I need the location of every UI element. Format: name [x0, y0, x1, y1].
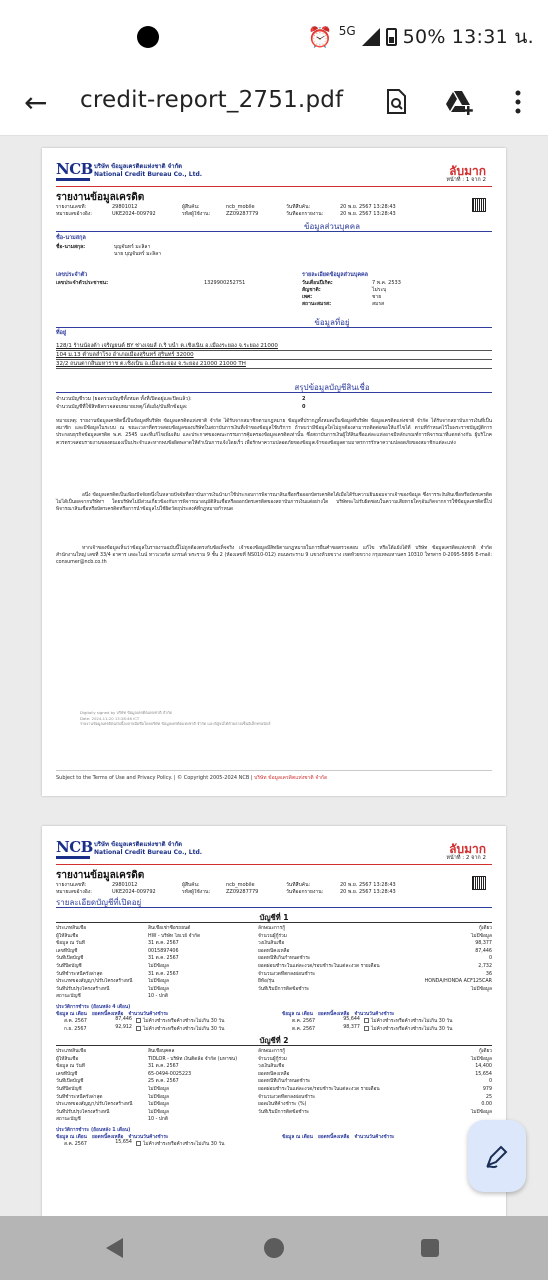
name-header: ชื่อ-นามสกุล	[56, 235, 86, 241]
clock: 13:31 น.	[451, 26, 534, 48]
account-detail-row	[56, 986, 492, 994]
pay-row	[64, 1025, 224, 1033]
ncb-logo: NCB	[56, 840, 90, 858]
report-meta	[56, 204, 456, 218]
status-checkbox	[136, 1026, 141, 1031]
sex-label: เพศ:	[302, 294, 313, 300]
account-detail-row	[56, 1063, 492, 1071]
summary-label-dispute: จำนวนบัญชีที่ใช้สิทธิตรวจสอบหมายเหตุ/โต้แย้ง/บันทึกข้อมูล:	[56, 404, 188, 410]
detail-value: ไม่มีข้อมูล	[471, 1109, 492, 1115]
pay-row	[292, 1025, 452, 1033]
org-name	[94, 163, 202, 179]
footer-text: Subject to the Terms of Use and Privacy Policy. | © Copyright 2005-2024 NCB |	[56, 775, 253, 781]
detail-value: 0	[488, 956, 492, 962]
meta-value: 20 พ.ย. 2567 13:28:43	[340, 204, 396, 210]
detail-label: จำนวนงวดที่ตกลงผ่อนชำระ	[258, 1094, 316, 1100]
org-name-th: บริษัท ข้อมูลเครดิตแห่งชาติ จำกัด	[94, 163, 183, 170]
section-divider	[56, 907, 492, 908]
detail-value: 10 - ปกติ	[148, 1117, 168, 1123]
pay-month: ส.ค. 2567	[64, 1142, 87, 1147]
status-checkbox	[136, 1141, 141, 1146]
meta-value: 20 พ.ย. 2567 13:28:43	[340, 211, 396, 217]
status-checkbox	[136, 1018, 141, 1023]
pay-col-balance: ยอดหนี้คงเหลือ	[317, 1012, 350, 1017]
personal-section-title: ข้อมูลส่วนบุคคล	[304, 222, 360, 231]
meta-label: หมายเลขอ้างอิง:	[56, 211, 92, 217]
account-detail-row	[56, 1094, 492, 1102]
detail-value	[382, 993, 492, 1001]
detail-value: กู้เดี่ยว	[478, 1049, 492, 1054]
page-header	[56, 840, 492, 862]
battery-icon	[386, 28, 397, 46]
pay-month: ก.ย. 2567	[64, 1027, 87, 1032]
nationality-label: สัญชาติ:	[302, 287, 321, 293]
sex-value: ชาย	[372, 294, 382, 300]
meta-label: วันที่สืบค้น:	[286, 204, 311, 210]
pay-month: ต.ค. 2567	[292, 1027, 316, 1032]
id-value: 1329900252751	[204, 280, 246, 286]
detail-label: วันที่เปิดบัญชี	[56, 1079, 84, 1085]
detail-label: ยอดผ่อนชำระในแต่ละงวด/รอบชำระในแต่ละงวด รายเดือน	[258, 1086, 380, 1092]
detail-value: 87,446	[475, 948, 492, 954]
detail-label: วงเงินสินเชื่อ	[258, 1064, 285, 1070]
detail-value: 14,400	[475, 1064, 492, 1070]
pay-col-month: ข้อมูล ณ เดือน	[56, 1135, 87, 1140]
pay-balance: 92,912	[115, 1025, 132, 1030]
nav-recents-icon[interactable]	[421, 1239, 439, 1257]
detail-label: เลขที่บัญชี	[56, 948, 78, 954]
detail-value: 65-0494-0025223	[148, 1071, 192, 1077]
page-number: หน้าที่ : 1 จาก 2	[446, 177, 486, 183]
meta-value: UKE2024-009792	[112, 889, 156, 895]
account-detail-row	[56, 978, 492, 986]
detail-label: ประเภทของสัญญา/ปรับโครงสร้างหนี้	[56, 979, 133, 985]
account-detail-row	[56, 1056, 492, 1064]
detail-value: 31 ต.ค. 2567	[148, 971, 179, 977]
meta-label: หมายเลขอ้างอิง:	[56, 889, 92, 895]
detail-label: ยอดหนี้ที่เกินกำหนดชำระ	[258, 956, 311, 962]
page-footer	[56, 770, 492, 782]
org-name-en: National Credit Bureau Co., Ltd.	[94, 171, 203, 178]
detail-label: วันที่เริ่มมีการติดข้อชำระ	[258, 1109, 310, 1115]
pay-status: ไม่ค้างชำระหรือค้างชำระไม่เกิน 30 วัน	[143, 1142, 225, 1147]
detail-label: ประเภทสินเชื่อ	[56, 1049, 87, 1054]
signature-line: Date: 2024-11-20 13:28:46 ICT	[80, 715, 140, 721]
detail-label: วันที่ปรับปรุงโครงสร้างหนี้	[56, 986, 110, 992]
disclaimer-paragraph-2: อนึ่ง ข้อมูลเครดิตเป็นเพียงปัจจัยหนึ่งในหลายปัจจัยที่สถาบันการเงินนำมาใช้ประกอบการพิจารณาสินเชื่อหรือออกบัตรเครดิตได้เมื่อได้รับความยินยอมจากเจ้าของข้อมูล ซึ่งการระงับสินเชื่อหรือบัตรเครดิตไม่ได้เป็นผลจากบริษัทฯ โดยบริษัทไม่มีส่วนเกี่ยวข้องกับการพิจารณาอนุมัติสินเชื่อหรือออกบัตรเครดิตของสถาบันการเงินแต่อย่างใด บริษัทจะไม่รับผิดชอบในความเสียหายใดๆอันเกิดจากการใช้ข้อมูลเครดิตนี้ไปพิจารณาสินเชื่อหรือบัตรเครดิตหรือการนำข้อมูลไปใช้ผิดวัตถุประสงค์ที่กฎหมายกำหนด	[56, 493, 492, 513]
summary-section-title: สรุปข้อมูลบัญชีสินเชื่อ	[294, 383, 370, 392]
status-bar	[0, 0, 548, 72]
meta-label: ผู้สืบค้น:	[182, 882, 200, 888]
pay-history-label: ประวัติการชำระ (ย้อนหลัง 4 เดือน)	[56, 1005, 131, 1010]
detail-value: 0015897406	[148, 948, 179, 954]
detail-label	[258, 993, 382, 1001]
header-divider	[56, 864, 492, 865]
section-divider	[56, 327, 492, 328]
battery-percent: 50%	[402, 26, 446, 48]
account-detail-row	[56, 940, 492, 948]
detail-value: 0.00	[481, 1102, 492, 1108]
name-label: ชื่อ-นามสกุล:	[56, 244, 86, 250]
meta-value: ZZ09287779	[226, 889, 259, 895]
detail-value: 15,654	[475, 1071, 492, 1077]
pay-col-overdue: จำนวนวันค้างชำระ	[354, 1012, 395, 1017]
edit-fab-button[interactable]	[468, 1120, 526, 1192]
account-detail-row	[56, 933, 492, 941]
meta-label: รายงานเลขที่:	[56, 204, 87, 210]
account-detail-row	[56, 1086, 492, 1094]
account-detail-row	[56, 971, 492, 979]
summary-label-total: จำนวนบัญชีรวม (ยอดรวมบัญชีทั้งหมด ทั้งที่เปิดอยู่และปิดแล้ว):	[56, 396, 192, 402]
pay-col-balance: ยอดหนี้คงเหลือ	[317, 1135, 350, 1140]
qr-code	[472, 198, 486, 212]
detail-value: สินเชื่อบุคคล	[148, 1049, 175, 1054]
detail-value: ไม่มีข้อมูล	[148, 1102, 169, 1108]
detail-value: ไม่มีข้อมูล	[148, 1094, 169, 1100]
signature-line: Digitally signed by บริษัท ข้อมูลเครดิตแห่งชาติ จำกัด	[80, 710, 172, 715]
detail-label: ประเภทสินเชื่อ	[56, 926, 87, 931]
detail-label: สถานะบัญชี	[56, 994, 81, 1000]
disclaimer-paragraph-3: หากเจ้าของข้อมูลเห็นว่าข้อมูลในรายงานฉบับนี้ไม่ถูกต้องตรงกับข้อเท็จจริง เจ้าของข้อมูลมีสิทธิตามกฎหมายในการยื่นคำขอตรวจสอบ แก้ไข หรือโต้แย้งได้ที่ บริษัท ข้อมูลเครดิตแห่งชาติ จำกัด สำนักงานใหญ่ เลขที่ 33/4 อาคาร เดอะไนน์ ทาวเวอร์ส แกรนด์ พระราม 9 ชั้น 2 (ห้องเลขที่ NS010-012) ถนนพระราม 9 แขวงห้วยขวาง เขตห้วยขวาง กรุงเทพมหานคร 10310 โทรสาร 0-2095-5895 E-mail: consumer@ncb.co.th	[56, 546, 492, 566]
pay-col-overdue: จำนวนวันค้างชำระ	[128, 1012, 169, 1017]
account-detail-row	[56, 1101, 492, 1109]
dob-label: วันเดือนปีเกิด:	[302, 280, 333, 286]
detail-label: ลักษณะการกู้	[258, 1049, 286, 1054]
meta-label: รายงานเลขที่:	[56, 882, 87, 888]
account-detail-row	[56, 1048, 492, 1056]
pay-col-overdue: จำนวนวันค้างชำระ	[128, 1135, 169, 1140]
org-name	[94, 841, 202, 857]
detail-value: 2,732	[478, 963, 492, 969]
address-header: ที่อยู่	[56, 330, 67, 336]
address-item: 32/2 ถนนตากสินมหาราช ต.เชิงเนิน อ.เมืองระยอง จ.ระยอง 21000 21000 TH	[56, 360, 492, 369]
pay-month: ส.ค. 2567	[64, 1019, 87, 1024]
arrow-left-icon[interactable]: ←	[24, 86, 48, 119]
qr-code	[472, 876, 486, 890]
more-vert-icon[interactable]	[498, 82, 538, 122]
account-detail-row	[56, 993, 492, 1001]
account-detail-row	[56, 948, 492, 956]
name-value-1: บุญจันทร์ มะลิลา	[114, 244, 151, 250]
detail-value: ไม่มีข้อมูล	[148, 979, 169, 985]
detail-label: วันที่ปรับปรุงโครงสร้างหนี้	[56, 1109, 110, 1115]
detail-value: 31 ต.ค. 2567	[148, 1064, 179, 1070]
detail-label: ข้อมูล ณ วันที่	[56, 1064, 85, 1070]
confidential-stamp: ลับมาก	[449, 842, 486, 856]
pay-balance: 98,377	[343, 1025, 360, 1030]
meta-label: รหัสผู้ใช้งาน:	[182, 889, 211, 895]
meta-value: 29801012	[112, 882, 138, 888]
pay-balance: 95,644	[343, 1017, 360, 1022]
page-header	[56, 162, 492, 184]
account-2-details	[56, 1048, 492, 1124]
meta-value: ZZ09287779	[226, 211, 259, 217]
org-name-th: บริษัท ข้อมูลเครดิตแห่งชาติ จำกัด	[94, 841, 183, 848]
pay-status: ไม่ค้างชำระหรือค้างชำระไม่เกิน 30 วัน	[143, 1019, 225, 1024]
detail-label: ยอดหนี้ที่เกินกำหนดชำระ	[258, 1079, 311, 1085]
account-divider	[56, 1045, 492, 1046]
detail-value: ไม่มีข้อมูล	[148, 963, 169, 969]
pay-status: ไม่ค้างชำระหรือค้างชำระไม่เกิน 30 วัน	[371, 1027, 453, 1032]
pay-month: ต.ค. 2567	[292, 1019, 316, 1024]
pay-col-month: ข้อมูล ณ เดือน	[282, 1012, 313, 1017]
name-value-2: นาย บุญจันทร์ มะลิลา	[114, 251, 162, 257]
nav-back-icon[interactable]	[106, 1238, 123, 1258]
pay-col-balance: ยอดหนี้คงเหลือ	[91, 1135, 124, 1140]
account-detail-row	[56, 1071, 492, 1079]
detail-label	[258, 1116, 382, 1124]
pay-history-columns-right	[282, 1133, 395, 1141]
pay-row	[64, 1140, 224, 1148]
meta-value: 20 พ.ย. 2567 13:28:43	[340, 889, 396, 895]
pay-col-balance: ยอดหนี้คงเหลือ	[91, 1012, 124, 1017]
search-document-icon[interactable]	[376, 82, 416, 122]
pay-col-overdue: จำนวนวันค้างชำระ	[354, 1135, 395, 1140]
summary-value-total: 2	[302, 396, 306, 402]
report-title: รายงานข้อมูลเครดิต	[56, 192, 145, 203]
pay-status: ไม่ค้างชำระหรือค้างชำระไม่เกิน 30 วัน	[143, 1027, 225, 1032]
detail-label: ยอดผ่อนชำระในแต่ละงวด/รอบชำระในแต่ละงวด รายเดือน	[258, 963, 380, 969]
address-list	[56, 342, 492, 369]
detail-value: ไม่มีข้อมูล	[148, 986, 169, 992]
address-item: 104 ม.13 ตำบลสำโรง อำเภอเมืองสุรินทร์ สุรินทร์ 32000	[56, 351, 492, 360]
edit-pen-icon	[484, 1143, 510, 1169]
detail-label: สถานะบัญชี	[56, 1117, 81, 1123]
detail-header: รายละเอียดข้อมูลส่วนบุคคล	[302, 272, 369, 278]
meta-label: รหัสผู้ใช้งาน:	[182, 211, 211, 217]
detail-value: 0	[488, 1079, 492, 1085]
detail-label: เลขที่บัญชี	[56, 1071, 78, 1077]
pay-balance: 87,446	[115, 1017, 132, 1022]
meta-label: วันที่ออกรายงาน:	[286, 889, 324, 895]
pay-row	[64, 1017, 224, 1025]
detail-label: ผู้ให้สินเชื่อ	[56, 1056, 79, 1062]
meta-value: UKE2024-009792	[112, 211, 156, 217]
pay-col-month: ข้อมูล ณ เดือน	[56, 1012, 87, 1017]
detail-label: วันที่ชำระหนี้ครั้งล่าสุด	[56, 971, 103, 977]
drive-add-icon[interactable]	[440, 82, 480, 122]
meta-value: 29801012	[112, 204, 138, 210]
detail-value: 979	[482, 1086, 492, 1092]
detail-value: 36	[485, 971, 492, 977]
account-detail-row	[56, 1116, 492, 1124]
footer-link[interactable]: บริษัท ข้อมูลเครดิตแห่งชาติ จำกัด	[254, 775, 328, 781]
pay-balance: 15,654	[115, 1140, 132, 1145]
nav-home-icon[interactable]	[264, 1238, 284, 1258]
detail-label: วันที่ชำระหนี้ครั้งล่าสุด	[56, 1094, 103, 1100]
meta-value: ncb_mobile	[226, 204, 255, 210]
detail-label: ยอดหนี้คงเหลือ	[258, 1071, 290, 1077]
org-name-en: National Credit Bureau Co., Ltd.	[94, 849, 203, 856]
account-2-title: บัญชีที่ 2	[259, 1036, 289, 1045]
marital-value: สมรส	[372, 301, 385, 307]
id-label: เลขประจำตัวประชาชน:	[56, 280, 109, 286]
nationality-value: ไม่ระบุ	[372, 287, 387, 293]
dob-value: 7 พ.ค. 2533	[372, 280, 401, 286]
detail-label: ยอดเงินที่ค้างชำระ (%)	[258, 1102, 307, 1108]
detail-value: 98,377	[475, 941, 492, 947]
system-nav-bar	[0, 1216, 548, 1280]
detail-label: วันที่เริ่มมีการติดข้อชำระ	[258, 986, 310, 992]
detail-value: ไม่มีข้อมูล	[471, 1056, 492, 1062]
detail-label: วันที่เปิดบัญชี	[56, 956, 84, 962]
alarm-icon: ⏰	[307, 25, 333, 49]
meta-value: 20 พ.ย. 2567 13:28:43	[340, 882, 396, 888]
address-item: 128/1 ร้านน้องต้า เจริญยนต์ BY ช่างเจมส์ ถ.ริ บน้ำ ต.เชิงเนิน อ.เมืองระยอง จ.ระยอง 21000	[56, 342, 492, 351]
pdf-page-2	[42, 826, 506, 1216]
detail-value: 31 ต.ค. 2567	[148, 956, 179, 962]
account-detail-row	[56, 1109, 492, 1117]
detail-value: 10 - ปกติ	[148, 994, 168, 1000]
account-detail-row	[56, 1078, 492, 1086]
signal-icon	[362, 28, 380, 46]
id-header: เลขประจำตัว	[56, 272, 88, 278]
confidential-stamp: ลับมาก	[449, 164, 486, 178]
camera-cutout	[137, 26, 159, 48]
pdf-page-1	[42, 148, 506, 796]
detail-value: 25 ต.ค. 2567	[148, 1079, 179, 1085]
app-bar	[0, 72, 548, 136]
report-title: รายงานข้อมูลเครดิต	[56, 870, 145, 881]
detail-label: จำนวนผู้กู้ร่วม	[258, 1056, 287, 1062]
pdf-viewer[interactable]	[0, 136, 548, 1216]
detail-label: ยี่ห้อ/รุ่น	[258, 979, 275, 985]
section-divider	[56, 392, 492, 393]
detail-value: กู้เดี่ยว	[478, 926, 492, 931]
detail-label: ผู้ให้สินเชื่อ	[56, 933, 79, 939]
detail-value: ไม่มีข้อมูล	[471, 933, 492, 939]
detail-label: วันที่ปิดบัญชี	[56, 963, 82, 969]
section-divider	[56, 231, 492, 232]
status-checkbox	[364, 1018, 369, 1023]
report-meta	[56, 882, 456, 896]
account-detail-row	[56, 955, 492, 963]
detail-value: สินเชื่อเช่าซื้อรถยนต์	[148, 926, 191, 931]
pay-col-month: ข้อมูล ณ เดือน	[282, 1135, 313, 1140]
ncb-logo: NCB	[56, 162, 90, 180]
document-title: credit-report_2751.pdf	[80, 87, 344, 113]
detail-label: ยอดหนี้คงเหลือ	[258, 948, 290, 954]
header-divider	[56, 186, 492, 187]
account-detail-title: รายละเอียดบัญชีที่เปิดอยู่	[56, 898, 142, 907]
detail-value: ไม่มีข้อมูล	[471, 986, 492, 992]
address-section-title: ข้อมูลที่อยู่	[314, 318, 350, 327]
detail-label: ข้อมูล ณ วันที่	[56, 941, 85, 947]
detail-label: ลักษณะการกู้	[258, 926, 286, 931]
detail-label: จำนวนผู้กู้ร่วม	[258, 933, 287, 939]
meta-label: วันที่สืบค้น:	[286, 882, 311, 888]
detail-value: 31 ต.ค. 2567	[148, 941, 179, 947]
page-number: หน้าที่ : 2 จาก 2	[446, 855, 486, 861]
status-icons	[308, 24, 534, 50]
summary-value-dispute: 0	[302, 404, 306, 410]
detail-value: ไม่มีข้อมูล	[148, 1109, 169, 1115]
meta-label: ผู้สืบค้น:	[182, 204, 200, 210]
account-detail-row	[56, 963, 492, 971]
account-detail-row	[56, 925, 492, 933]
network-type: 5G	[338, 24, 356, 38]
signature-line: รายงานข้อมูลเครดิตฉบับนี้ลงลายมือชื่อโดยบริษัท ข้อมูลเครดิตแห่งชาติ จำกัด และพิสูจน์ได้ด้วยลายเซ็นอิเล็กทรอนิกส์	[80, 721, 271, 727]
detail-value: ไม่มีข้อมูล	[148, 1086, 169, 1092]
detail-value: HW - บริษัท ไฮเวย์ จำกัด	[148, 933, 201, 939]
status-checkbox	[364, 1026, 369, 1031]
digital-signature	[80, 710, 360, 727]
detail-value: TIDLOR - บริษัท เงินติดล้อ จำกัด (มหาชน)	[148, 1056, 238, 1062]
detail-label: ประเภทของสัญญา/ปรับโครงสร้างหนี้	[56, 1102, 133, 1108]
account-1-title: บัญชีที่ 1	[259, 913, 289, 922]
meta-value: ncb_mobile	[226, 882, 255, 888]
meta-label: วันที่ออกรายงาน:	[286, 211, 324, 217]
account-1-details	[56, 925, 492, 1001]
pay-row	[292, 1017, 452, 1025]
pay-status: ไม่ค้างชำระหรือค้างชำระไม่เกิน 30 วัน	[371, 1019, 453, 1024]
detail-label: วันที่ปิดบัญชี	[56, 1086, 82, 1092]
detail-label: จำนวนงวดที่ตกลงผ่อนชำระ	[258, 971, 316, 977]
detail-label: วงเงินสินเชื่อ	[258, 941, 285, 947]
detail-value: 25	[485, 1094, 492, 1100]
marital-label: สถานะสมรส:	[302, 301, 332, 307]
account-divider	[56, 922, 492, 923]
disclaimer-paragraph-1: หมายเหตุ: รายงานข้อมูลเครดิตนี้เป็นข้อมูลที่บริษัท ข้อมูลเครดิตแห่งชาติ จำกัด ได้รับจากสมาชิกตามกฎหมาย ข้อมูลที่ปรากฏทั้งหมดเป็นข้อมูลที่บริษัท ข้อมูลเครดิตแห่งชาติ จำกัด ได้รับจากสถาบันการเงินที่เป็นสมาชิก และมีข้อมูลในระบบ ณ ขณะเวลาที่ตรวจสอบข้อมูลของบริษัทในสถาบันการเงินที่เจ้าของข้อมูลใช้บริการ ถ้าพบว่ามีข้อมูลใดไม่ถูกต้องสามารถติดต่อขอให้แก้ไขได้ ตามที่กำหนดไว้ในพระราชบัญญัติการประกอบธุรกิจข้อมูลเครดิต พ.ศ. 2545 และที่แก้ไขเพิ่มเติม และประกาศของคณะกรรมการคุ้มครองข้อมูลเครดิตเท่านั้น ซึ่งสถาบันการเงินผู้ให้สินเชื่อแต่ละแห่งอาจมีหลักเกณฑ์การพิจารณาที่แตกต่างกัน ผู้บริโภคควรตรวจสอบรายงานของตนเองเป็นประจำและหากพบข้อผิดพลาดให้ดำเนินการแจ้งโดยเร็ว เพื่อรักษาความปลอดภัยของข้อมูลเจ้าของข้อมูลตามมาตรการรักษาความปลอดภัยของสมาชิกแต่ละแห่ง	[56, 419, 492, 446]
pay-history-label: ประวัติการชำระ (ย้อนหลัง 1 เดือน)	[56, 1128, 131, 1133]
detail-value: HONDA/HONDA ACF125CAR	[424, 979, 492, 985]
